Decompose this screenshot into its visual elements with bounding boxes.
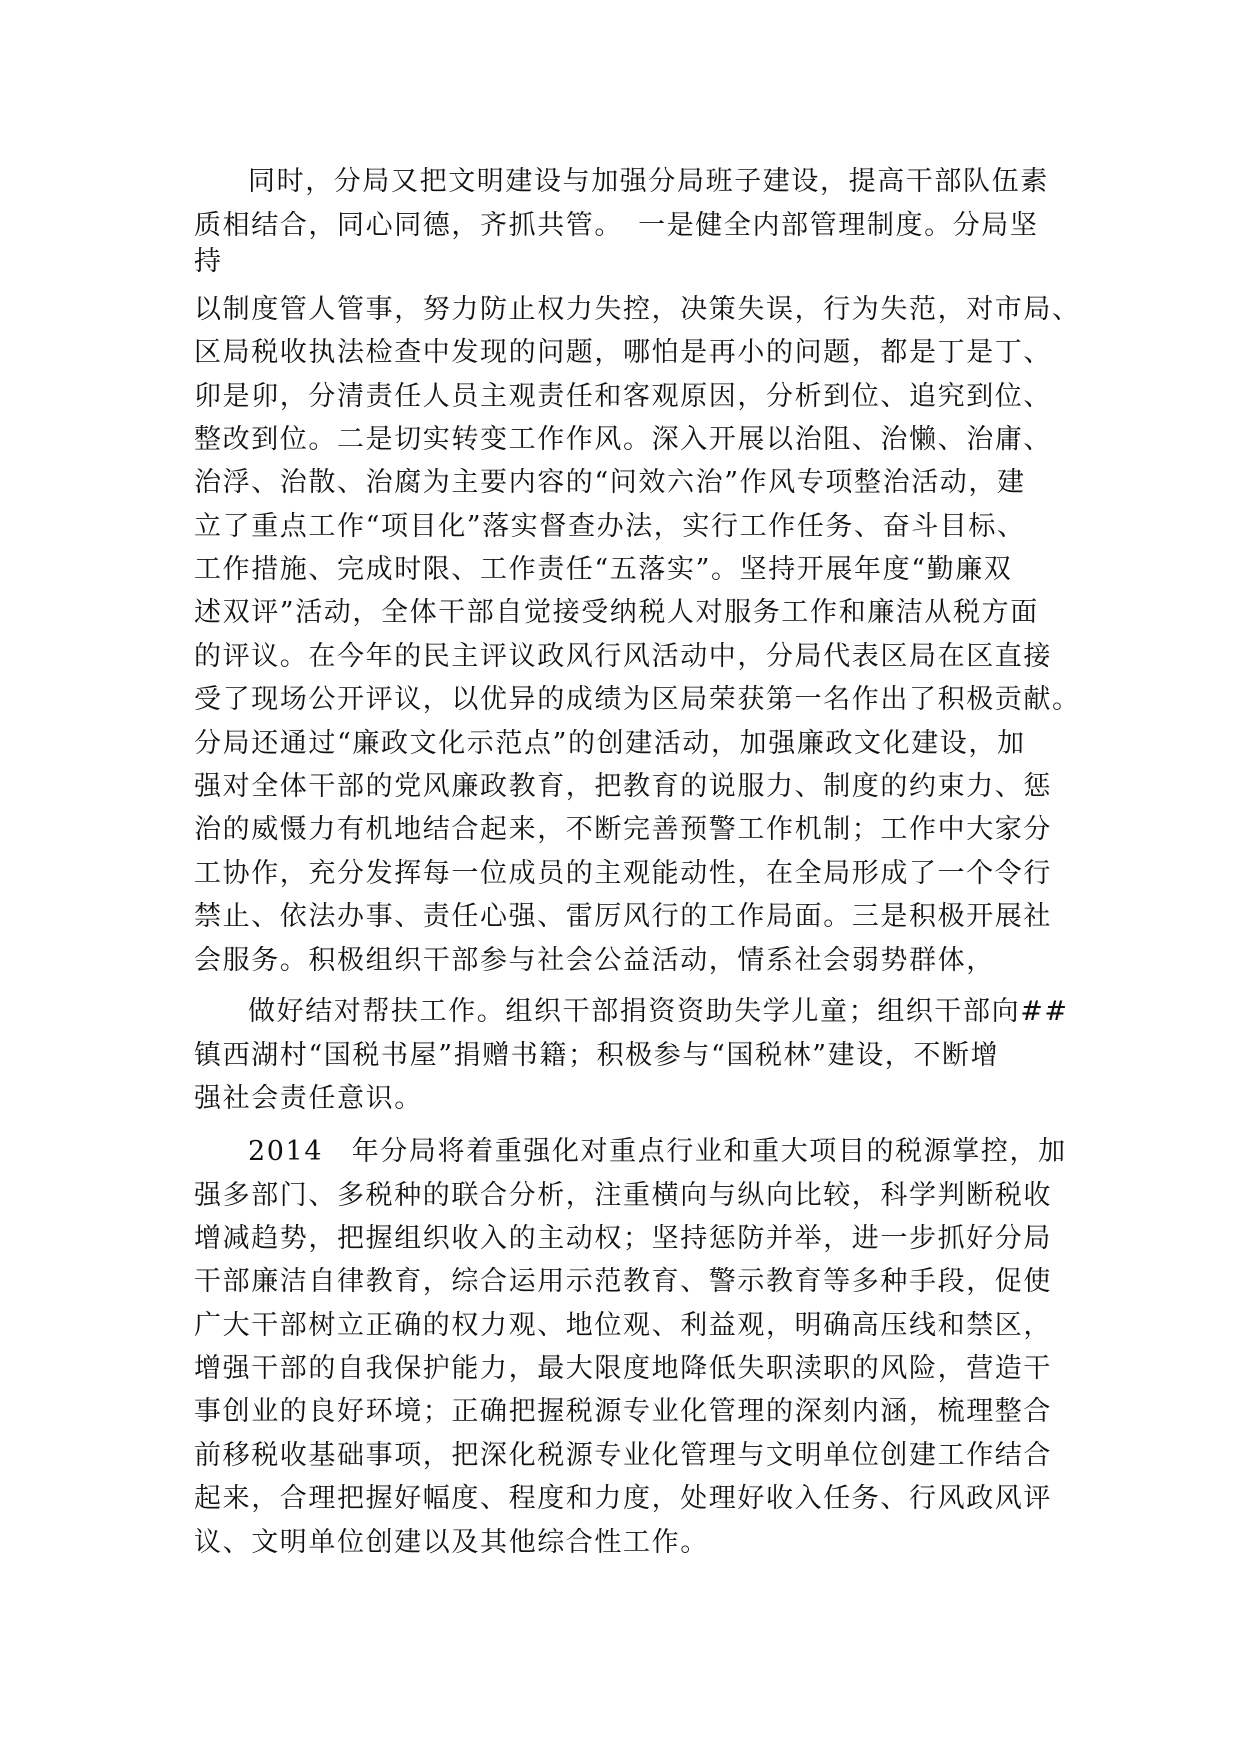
text-line: 增强干部的自我保护能力，最大限度地降低失职渎职的风险，营造干 bbox=[194, 1353, 1052, 1384]
text-line: 工协作，充分发挥每一位成员的主观能动性，在全局形成了一个令行 bbox=[194, 858, 1052, 889]
text-line: 起来，合理把握好幅度、程度和力度，处理好收入任务、行风政风评 bbox=[194, 1483, 1052, 1514]
text-line: 质相结合，同心同德，齐抓共管。 一是健全内部管理制度。分局坚 bbox=[194, 210, 1039, 241]
text-line: 持 bbox=[194, 246, 223, 277]
text-line: 同时，分局又把文明建设与加强分局班子建设，提高干部队伍素 bbox=[248, 166, 1049, 197]
text-line: 治的威慑力有机地结合起来，不断完善预警工作机制；工作中大家分 bbox=[194, 814, 1052, 845]
text-line: 强多部门、多税种的联合分析，注重横向与纵向比较，科学判断税收 bbox=[194, 1180, 1052, 1211]
text-line: 事创业的良好环境；正确把握税源专业化管理的深刻内涵，梳理整合 bbox=[194, 1396, 1052, 1427]
text-line: 前移税收基础事项，把深化税源专业化管理与文明单位创建工作结合 bbox=[194, 1440, 1052, 1471]
text-line: 增减趋势，把握组织收入的主动权；坚持惩防并举，进一步抓好分局 bbox=[194, 1223, 1052, 1254]
text-line: 整改到位。二是切实转变工作作风。深入开展以治阻、治懒、治庸、 bbox=[194, 424, 1052, 455]
text-line: 受了现场公开评议，以优异的成绩为区局荣获第一名作出了积极贡献。 bbox=[194, 684, 1081, 715]
text-line: 工作措施、完成时限、工作责任“五落实”。坚持开展年度“勤廉双 bbox=[194, 554, 1013, 585]
text-line: 禁止、依法办事、责任心强、雷厉风行的工作局面。三是积极开展社 bbox=[194, 901, 1052, 932]
text-line: 广大干部树立正确的权力观、地位观、利益观，明确高压线和禁区， bbox=[194, 1310, 1052, 1341]
text-line: 干部廉洁自律教育，综合运用示范教育、警示教育等多种手段，促使 bbox=[194, 1266, 1052, 1297]
text-line: 立了重点工作“项目化”落实督查办法，实行工作任务、奋斗目标、 bbox=[194, 511, 1026, 542]
text-line: 分局还通过“廉政文化示范点”的创建活动，加强廉政文化建设，加 bbox=[194, 728, 1026, 759]
text-line: 的评议。在今年的民主评议政风行风活动中，分局代表区局在区直接 bbox=[194, 641, 1052, 672]
text-line: 镇西湖村“国税书屋”捐赠书籍；积极参与“国税林”建设，不断增 bbox=[194, 1040, 1000, 1071]
text-line: 区局税收执法检查中发现的问题，哪怕是再小的问题，都是丁是丁、 bbox=[194, 337, 1052, 368]
text-line: 2014 年分局将着重强化对重点行业和重大项目的税源掌控，加 bbox=[248, 1136, 1067, 1167]
text-line: 述双评”活动，全体干部自觉接受纳税人对服务工作和廉洁从税方面 bbox=[194, 597, 1039, 628]
text-line: 做好结对帮扶工作。组织干部捐资资助失学儿童；组织干部向## bbox=[248, 996, 1069, 1027]
text-line: 强社会责任意识。 bbox=[194, 1083, 423, 1114]
text-line: 卯是卯，分清责任人员主观责任和客观原因，分析到位、追究到位、 bbox=[194, 381, 1052, 412]
text-line: 治浮、治散、治腐为主要内容的“问效六治”作风专项整治活动，建 bbox=[194, 467, 1026, 498]
text-line: 会服务。积极组织干部参与社会公益活动，情系社会弱势群体， bbox=[194, 945, 995, 976]
text-line: 强对全体干部的党风廉政教育，把教育的说服力、制度的约束力、惩 bbox=[194, 771, 1052, 802]
text-line: 以制度管人管事，努力防止权力失控，决策失误，行为失范，对市局、 bbox=[194, 294, 1081, 325]
text-line: 议、文明单位创建以及其他综合性工作。 bbox=[194, 1527, 709, 1558]
